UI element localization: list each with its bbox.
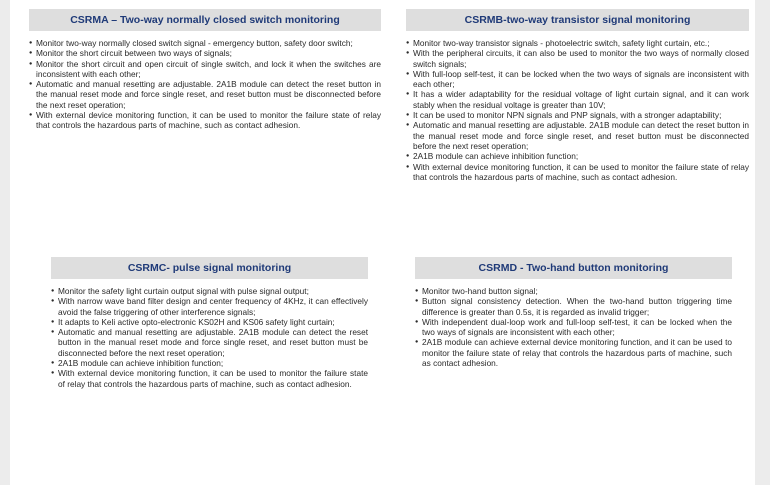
- section-csrmd: [415, 257, 732, 368]
- section-title: CSRMD - Two-hand button monitoring: [415, 257, 732, 279]
- bullet-item: ● With external device monitoring function, it can be used to monitor the failure state of relay that controls the hazardous parts of machine, such as contact adhesion.: [29, 110, 381, 131]
- bullet-item: ● Automatic and manual resetting are adjustable. 2A1B module can detect the reset button in the manual reset mode and force single reset, and reset button must be disconnected before the next reset operation;: [406, 120, 749, 151]
- bullet-list: [29, 38, 381, 131]
- bullet-item: ● With the peripheral circuits, it can also be used to monitor the two ways of normally closed switch signals;: [406, 48, 749, 69]
- section-csrmb: [406, 9, 749, 182]
- bullet-item: ● 2A1B module can achieve external device monitoring function, and it can be used to monitor the failure state of relay that controls the hazardous parts of machine, such as contact adhesion.: [415, 337, 732, 368]
- bullet-item: ● With narrow wave band filter design and center frequency of 4KHz, it can effectively avoid the false triggering of other interference signals;: [51, 296, 368, 317]
- bullet-item: ● Monitor the safety light curtain output signal with pulse signal output;: [51, 286, 368, 296]
- bullet-item: ● Monitor two-way transistor signals - photoelectric switch, safety light curtain, etc.;: [406, 38, 749, 48]
- bullet-item: ● Monitor the short circuit between two ways of signals;: [29, 48, 381, 58]
- section-csrma: [29, 9, 381, 131]
- section-title: CSRMB-two-way transistor signal monitoring: [406, 9, 749, 31]
- section-csrmc: [51, 257, 368, 389]
- bullet-item: ● Automatic and manual resetting are adjustable. 2A1B module can detect the reset button in the manual reset mode and force single reset, and reset button must be disconnected before the next reset operation;: [29, 79, 381, 110]
- bullet-list: [415, 286, 732, 368]
- bullet-item: ● Automatic and manual resetting are adjustable. 2A1B module can detect the reset button in the manual reset mode and force single reset, and reset button must be disconnected before the next reset operation;: [51, 327, 368, 358]
- bullet-item: ● It can be used to monitor NPN signals and PNP signals, with a stronger adaptability;: [406, 110, 749, 120]
- bullet-item: ● With independent dual-loop work and full-loop self-test, it can be locked when the two ways of signals are inconsistent with each other;: [415, 317, 732, 338]
- bullet-item: ● With external device monitoring function, it can be used to monitor the failure state of relay that controls the hazardous parts of machine, such as contact adhesion.: [406, 162, 749, 183]
- bullet-item: ● Monitor the short circuit and open circuit of single switch, and lock it when the switches are inconsistent with each other;: [29, 59, 381, 80]
- bullet-item: ● With full-loop self-test, it can be locked when the two ways of signals are inconsistent with each other;: [406, 69, 749, 90]
- bullet-item: ● Monitor two-hand button signal;: [415, 286, 732, 296]
- bullet-item: ● With external device monitoring function, it can be used to monitor the failure state of relay that controls the hazardous parts of machine, such as contact adhesion.: [51, 368, 368, 389]
- bullet-item: ● It adapts to Keli active opto-electronic KS02H and KS06 safety light curtain;: [51, 317, 368, 327]
- bullet-list: [406, 38, 749, 182]
- bullet-item: ● It has a wider adaptability for the residual voltage of light curtain signal, and it can work stably when the residual voltage is greater than 10V;: [406, 89, 749, 110]
- section-title: CSRMA – Two-way normally closed switch monitoring: [29, 9, 381, 31]
- document-page: [10, 0, 755, 485]
- section-title: CSRMC- pulse signal monitoring: [51, 257, 368, 279]
- bullet-item: ● Button signal consistency detection. When the two-hand button triggering time difference is greater than 0.5s, it is regarded as invalid trigger;: [415, 296, 732, 317]
- bullet-item: ● 2A1B module can achieve inhibition function;: [51, 358, 368, 368]
- bullet-item: ● 2A1B module can achieve inhibition function;: [406, 151, 749, 161]
- bullet-item: ● Monitor two-way normally closed switch signal - emergency button, safety door switch;: [29, 38, 381, 48]
- bullet-list: [51, 286, 368, 389]
